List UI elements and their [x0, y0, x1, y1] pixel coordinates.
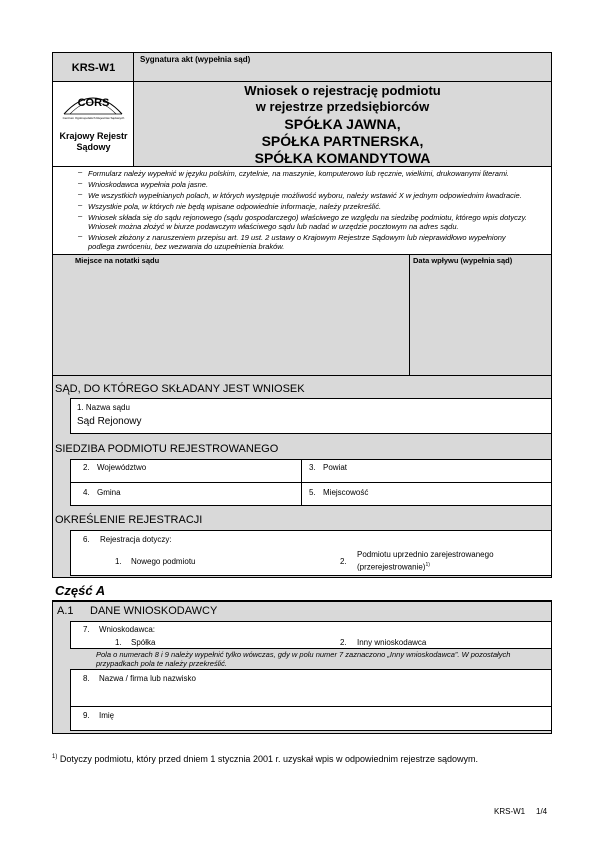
first-name-field[interactable]	[70, 706, 552, 731]
applicant-section-num: A.1	[57, 605, 74, 617]
name-field-num: 8.	[83, 674, 90, 683]
fields-8-9-note-line1: Pola o numerach 8 i 9 należy wypełnić tylko wówczas, gdy w polu numer 7 zaznaczono „Inny wnioskodawca”. W pozostałych	[96, 650, 511, 659]
option-company-num: 1.	[115, 638, 122, 647]
option-company-label[interactable]: Spółka	[131, 638, 156, 647]
first-name-num: 9.	[83, 711, 90, 720]
court-name-value[interactable]: Sąd Rejonowy	[77, 416, 142, 427]
instruction-bullet: –	[78, 178, 83, 187]
receipt-date-label: Data wpływu (wypełnia sąd)	[413, 256, 513, 265]
option-new-entity-label[interactable]: Nowego podmiotu	[131, 557, 196, 566]
option-other-applicant-label[interactable]: Inny wnioskodawca	[357, 638, 427, 647]
receipt-date-area	[409, 254, 552, 376]
footer-page-number: 1/4	[536, 807, 548, 816]
instruction-bullet: –	[78, 167, 83, 176]
court-name-label: 1. Nazwa sądu	[77, 403, 130, 412]
court-section-title: SĄD, DO KTÓREGO SKŁADANY JEST WNIOSEK	[55, 383, 305, 395]
footnote-ref: 1)	[425, 562, 430, 568]
part-a-title: Część A	[55, 583, 106, 598]
logo-subtext: Centrum Ogólnopolskich Rejestrów Sądowych	[62, 116, 125, 120]
instruction-bullet: –	[78, 211, 83, 220]
commune-label: Gmina	[97, 488, 121, 497]
fields-8-9-note-line2: przypadkach pola te należy przekreślić.	[96, 659, 227, 668]
name-field-label: Nazwa / firma lub nazwisko	[99, 674, 196, 683]
option-reregistration-num: 2.	[340, 557, 347, 566]
seat-section-title: SIEDZIBA PODMIOTU REJESTROWANEGO	[55, 443, 279, 455]
logo-text: CORS	[77, 97, 110, 109]
registry-name-line2: Sądowy	[76, 142, 111, 152]
instruction-1: Formularz należy wypełnić w języku polskim, czytelnie, na maszynie, komputerowo lub ręcznie, wielkimi, drukowanymi literami.	[88, 169, 509, 178]
court-name-field[interactable]	[70, 398, 552, 434]
registration-question: Rejestracja dotyczy:	[100, 535, 172, 544]
instruction-6-cont: podlega zwróceniu, bez wezwania do uzupełnienia braków.	[88, 242, 285, 251]
option-new-entity-num: 1.	[115, 557, 122, 566]
voivodeship-num: 2.	[83, 463, 90, 472]
option-reregistration-label[interactable]	[357, 550, 494, 573]
instruction-4: Wszystkie pola, w których nie będą wpisane odpowiednie informacje, należy przekreślić.	[88, 202, 382, 211]
title-line4: SPÓŁKA PARTNERSKA,	[261, 133, 424, 149]
court-notes-area	[52, 254, 410, 376]
title-line1: Wniosek o rejestrację podmiotu	[244, 83, 441, 98]
option-reregistration-line2: (przerejestrowanie)	[357, 562, 426, 572]
applicant-section-title: DANE WNIOSKODAWCY	[90, 605, 218, 617]
instruction-5: Wniosek składa się do sądu rejonowego (sądu gospodarczego) właściwego ze względu na siedzibę podmiotu, którego wpis dotyczy.	[88, 213, 527, 222]
instruction-bullet: –	[78, 189, 83, 198]
instruction-bullet: –	[78, 231, 83, 240]
applicant-question: Wnioskodawca:	[99, 625, 156, 634]
county-label: Powiat	[323, 463, 348, 472]
registry-name-line1: Krajowy Rejestr	[59, 131, 128, 141]
title-line2: w rejestrze przedsiębiorców	[255, 99, 430, 114]
court-notes-label: Miejsce na notatki sądu	[75, 256, 160, 265]
instruction-5-cont: Wniosek można złożyć w biurze podawczym właściwego sądu lub nadać w urzędzie pocztowym na adres sądu.	[88, 222, 459, 231]
title-line3: SPÓŁKA JAWNA,	[284, 116, 401, 132]
registration-question-num: 6.	[83, 535, 90, 544]
signature-label: Sygnatura akt (wypełnia sąd)	[140, 55, 251, 64]
locality-label: Miejscowość	[323, 488, 369, 497]
county-num: 3.	[309, 463, 316, 472]
applicant-question-num: 7.	[83, 625, 90, 634]
instruction-2: Wnioskodawca wypełnia pola jasne.	[88, 180, 209, 189]
registration-section-title: OKREŚLENIE REJESTRACJI	[55, 514, 203, 526]
instruction-3: We wszystkich wypełnianych polach, w których występuje możliwość wyboru, należy wstawić X w jednym odpowiednim kwadracie.	[88, 191, 522, 200]
title-line5: SPÓŁKA KOMANDYTOWA	[254, 150, 431, 166]
voivodeship-label: Województwo	[97, 463, 147, 472]
locality-num: 5.	[309, 488, 316, 497]
footer-form-code: KRS-W1	[494, 807, 526, 816]
footnote	[52, 754, 478, 764]
instruction-6: Wniosek złożony z naruszeniem przepisu art. 19 ust. 2 ustawy o Krajowym Rejestrze Sądowym lub nieprawidłowo wypełniony	[88, 233, 506, 242]
form-code: KRS-W1	[71, 62, 116, 74]
footnote-marker: 1)	[52, 754, 58, 760]
footnote-text: Dotyczy podmiotu, który przed dniem 1 stycznia 2001 r. uzyskał wpis w odpowiednim rejestrze sądowym.	[59, 754, 479, 764]
option-reregistration-line1: Podmiotu uprzednio zarejestrowanego	[357, 550, 494, 559]
first-name-label: Imię	[99, 711, 115, 720]
option-other-applicant-num: 2.	[340, 638, 347, 647]
instruction-bullet: –	[78, 200, 83, 209]
commune-num: 4.	[83, 488, 90, 497]
